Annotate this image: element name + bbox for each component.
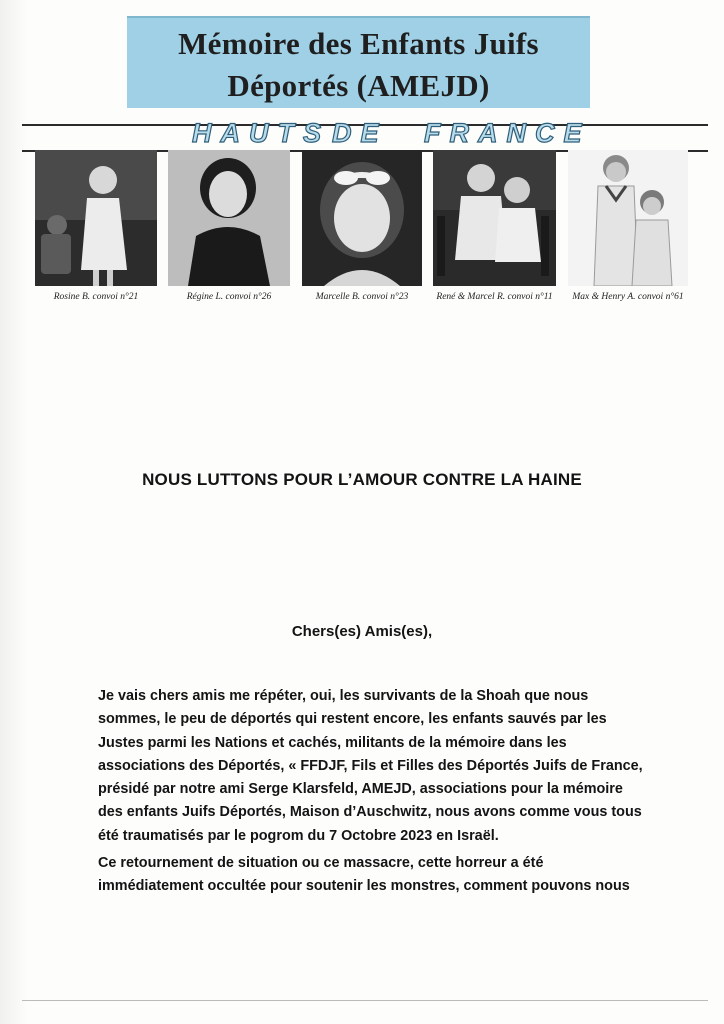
children-photo-icon: [433, 150, 556, 286]
paragraph-1-line: été traumatisés par le pogrom du 7 Octobre 2023 en Israël.: [98, 827, 499, 844]
caption-rene-marcel: René & Marcel R. convoi n°11: [436, 292, 553, 302]
child-photo-icon: [168, 150, 290, 286]
children-photo-icon: [568, 150, 688, 286]
caption-regine: Régine L. convoi n°26: [186, 292, 272, 302]
bottom-rule: [22, 1000, 708, 1001]
photo-max-henry: [568, 150, 688, 286]
caption-rosine: Rosine B. convoi n°21: [53, 292, 139, 302]
paragraph-1-line: Justes parmi les Nations et cachés, militants de la mémoire dans les: [98, 734, 567, 751]
headline: NOUS LUTTONS POUR L’AMOUR CONTRE LA HAINE: [142, 470, 582, 489]
region-word-3: FRANCE: [424, 118, 591, 148]
paragraph-2-line: Ce retournement de situation ou ce massacre, cette horreur a été: [98, 855, 544, 871]
title-banner: [127, 16, 590, 108]
photo-rosine: [35, 150, 157, 286]
scan-edge-shadow: [0, 0, 28, 1024]
photo-rene-marcel: [433, 150, 556, 286]
paragraph-2: [98, 852, 658, 899]
salutation: Chers(es) Amis(es),: [291, 623, 433, 640]
banner-title-line-1: Mémoire des Enfants Juifs: [178, 26, 539, 61]
paragraph-1-line: des enfants Juifs Déportés, Maison d’Auschwitz, nous avons comme vous tous: [98, 804, 642, 821]
caption-marcelle: Marcelle B. convoi n°23: [315, 292, 409, 302]
photo-regine: [168, 150, 290, 286]
banner-title-line-2: Déportés (AMEJD): [227, 68, 490, 103]
paragraph-1-line: sommes, le peu de déportés qui restent encore, les enfants sauvés par les: [98, 711, 607, 728]
child-photo-icon: [35, 150, 157, 286]
paragraph-2-line: immédiatement occultée pour soutenir les monstres, comment pouvons nous: [98, 878, 630, 895]
caption-max-henry: Max & Henry A. convoi n°61: [572, 292, 684, 302]
child-photo-icon: [302, 150, 422, 286]
paragraph-1: [98, 685, 658, 848]
paragraph-1-line: Je vais chers amis me répéter, oui, les survivants de la Shoah que nous: [98, 688, 589, 704]
paragraph-1-line: associations des Déportés, « FFDJF, Fils et Filles des Déportés Juifs de France,: [98, 757, 643, 774]
photo-marcelle: [302, 150, 422, 286]
region-word-1: HAUTS: [192, 118, 330, 148]
paragraph-1-line: présidé par notre ami Serge Klarsfeld, AMEJD, associations pour la mémoire: [98, 781, 623, 798]
region-word-2: DE: [332, 118, 388, 148]
